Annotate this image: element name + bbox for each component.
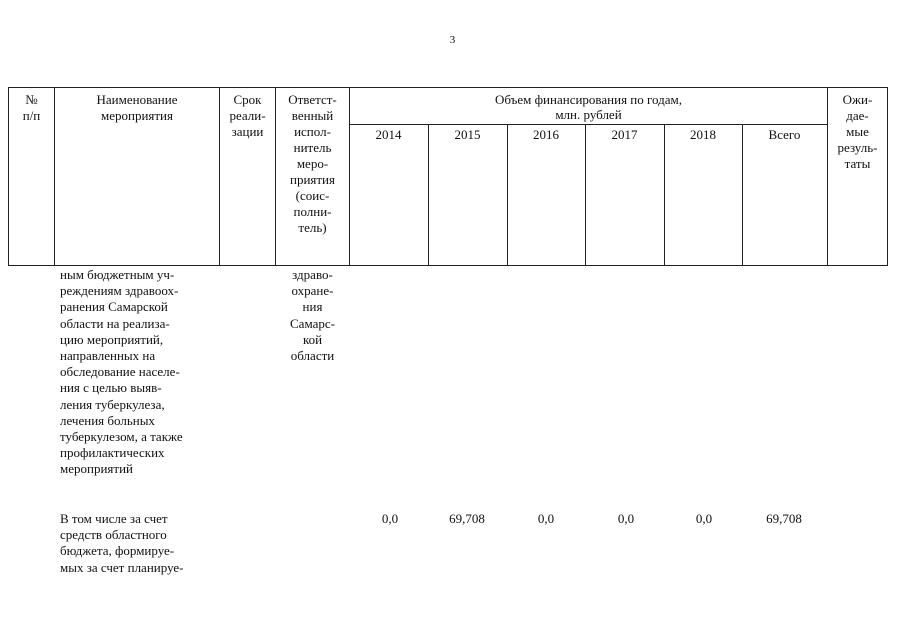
row2-value-2017: 0,0 (617, 511, 635, 526)
header-year-2015: 2015 (454, 127, 481, 142)
row2-value-2015: 69,708 (449, 511, 485, 526)
page-number: 3 (449, 34, 456, 46)
row2-name: В том числе за счет средств областного бюджета, формируе- мых за счет планируе- (60, 511, 184, 575)
header-year-2016: 2016 (533, 127, 559, 142)
header-responsible: Ответст- венный испол- нитель меро- приятия (соис- полни- тель) (288, 92, 337, 235)
header-num: № п/п (22, 92, 41, 123)
header-year-2014: 2014 (375, 127, 402, 142)
row1-name: ным бюджетным уч- реждениям здравоох- ранения Самарской области на реализа- цию мероприятий, направленных на обследование населе- ния с целью выяв- ления туберкулеза, лечения больных туберкулезом, а также профилактических мероприятий (60, 267, 183, 477)
row2-value-2014: 0,0 (381, 511, 399, 526)
header-results: Ожи- дае- мые резуль- таты (837, 92, 878, 171)
header-total: Всего (768, 127, 801, 142)
row2-value-2018: 0,0 (695, 511, 713, 526)
header-year-2018: 2018 (690, 127, 716, 142)
row2-value-total: 69,708 (766, 511, 802, 526)
header-financing: Объем финансирования по годам, млн. рублей (494, 92, 683, 122)
header-year-2017: 2017 (611, 127, 638, 142)
row1-responsible: здраво- охране- ния Самарс- кой области (290, 267, 335, 364)
row2-value-2016: 0,0 (537, 511, 555, 526)
header-term: Срок реали- зации (229, 92, 266, 139)
header-name: Наименование мероприятия (96, 92, 178, 123)
